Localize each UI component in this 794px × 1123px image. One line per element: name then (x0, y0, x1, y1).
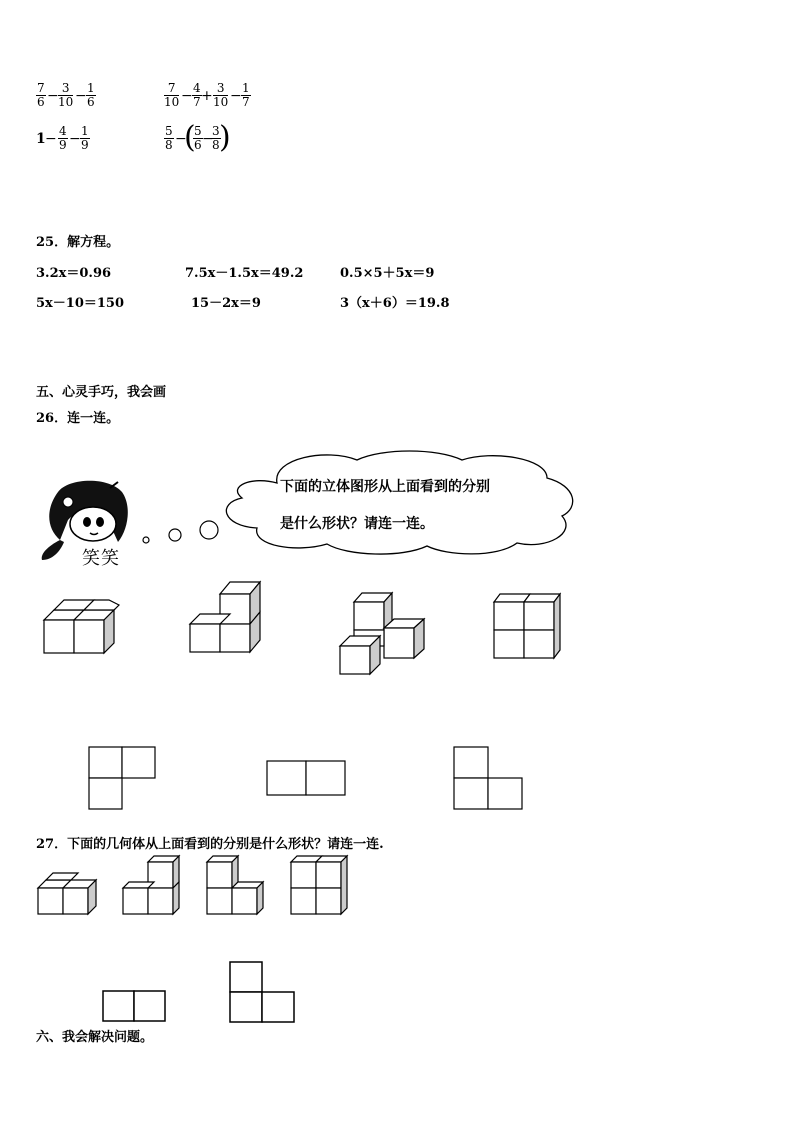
fraction: 3 10 (213, 81, 229, 109)
fraction: 5 6 (194, 124, 202, 152)
top-view-shape-5[interactable] (227, 959, 297, 1025)
fraction: 1 9 (81, 124, 89, 152)
bubble-text-line-2: 是什么形状？请连一连。 (280, 516, 434, 532)
cloud-speech-bubble (217, 448, 583, 558)
solid-figure-8[interactable] (287, 855, 353, 919)
section-5-title: 五、心灵手巧，我会画 (36, 385, 167, 400)
question-25-title: 25．解方程。 (36, 235, 120, 250)
bubble-text-line-1: 下面的立体图形从上面看到的分别 (280, 479, 490, 495)
top-view-shape-3[interactable] (451, 744, 527, 812)
equation: 3（x＋6）＝19.8 (340, 296, 450, 311)
character-name: 笑笑 (82, 548, 120, 569)
solid-figure-1[interactable] (40, 595, 130, 660)
fraction: 7 6 (37, 81, 45, 109)
solid-figure-4[interactable] (490, 590, 570, 665)
top-view-shape-4[interactable] (100, 988, 168, 1024)
fraction: 1 6 (87, 81, 95, 109)
solid-figure-3[interactable] (336, 590, 431, 680)
fraction: 1 7 (242, 81, 250, 109)
solid-figure-7[interactable] (203, 855, 269, 919)
equation: 3.2x＝0.96 (36, 266, 112, 281)
fraction: 7 10 (164, 81, 180, 109)
fraction: 4 9 (59, 124, 67, 152)
question-27-title: 27．下面的几何体从上面看到的分别是什么形状？请连一连. (36, 837, 384, 852)
fraction: 4 7 (193, 81, 201, 109)
equation: 5x－10＝150 (36, 296, 125, 311)
equation: 0.5×5＋5x＝9 (340, 266, 435, 281)
top-view-shape-1[interactable] (86, 744, 158, 812)
section-6-title: 六、我会解决问题。 (36, 1030, 154, 1045)
solid-figure-2[interactable] (186, 578, 266, 658)
solid-figure-5[interactable] (34, 870, 104, 920)
fraction: 3 8 (212, 124, 220, 152)
solid-figure-6[interactable] (119, 855, 185, 919)
top-view-shape-2[interactable] (264, 758, 348, 798)
question-26-title: 26．连一连。 (36, 411, 120, 426)
thought-bubble-dots (138, 518, 223, 548)
equation: 7.5x－1.5x＝49.2 (185, 266, 304, 281)
fraction: 5 8 (165, 124, 173, 152)
fraction: 3 10 (58, 81, 74, 109)
equation: 15－2x＝9 (191, 296, 261, 311)
